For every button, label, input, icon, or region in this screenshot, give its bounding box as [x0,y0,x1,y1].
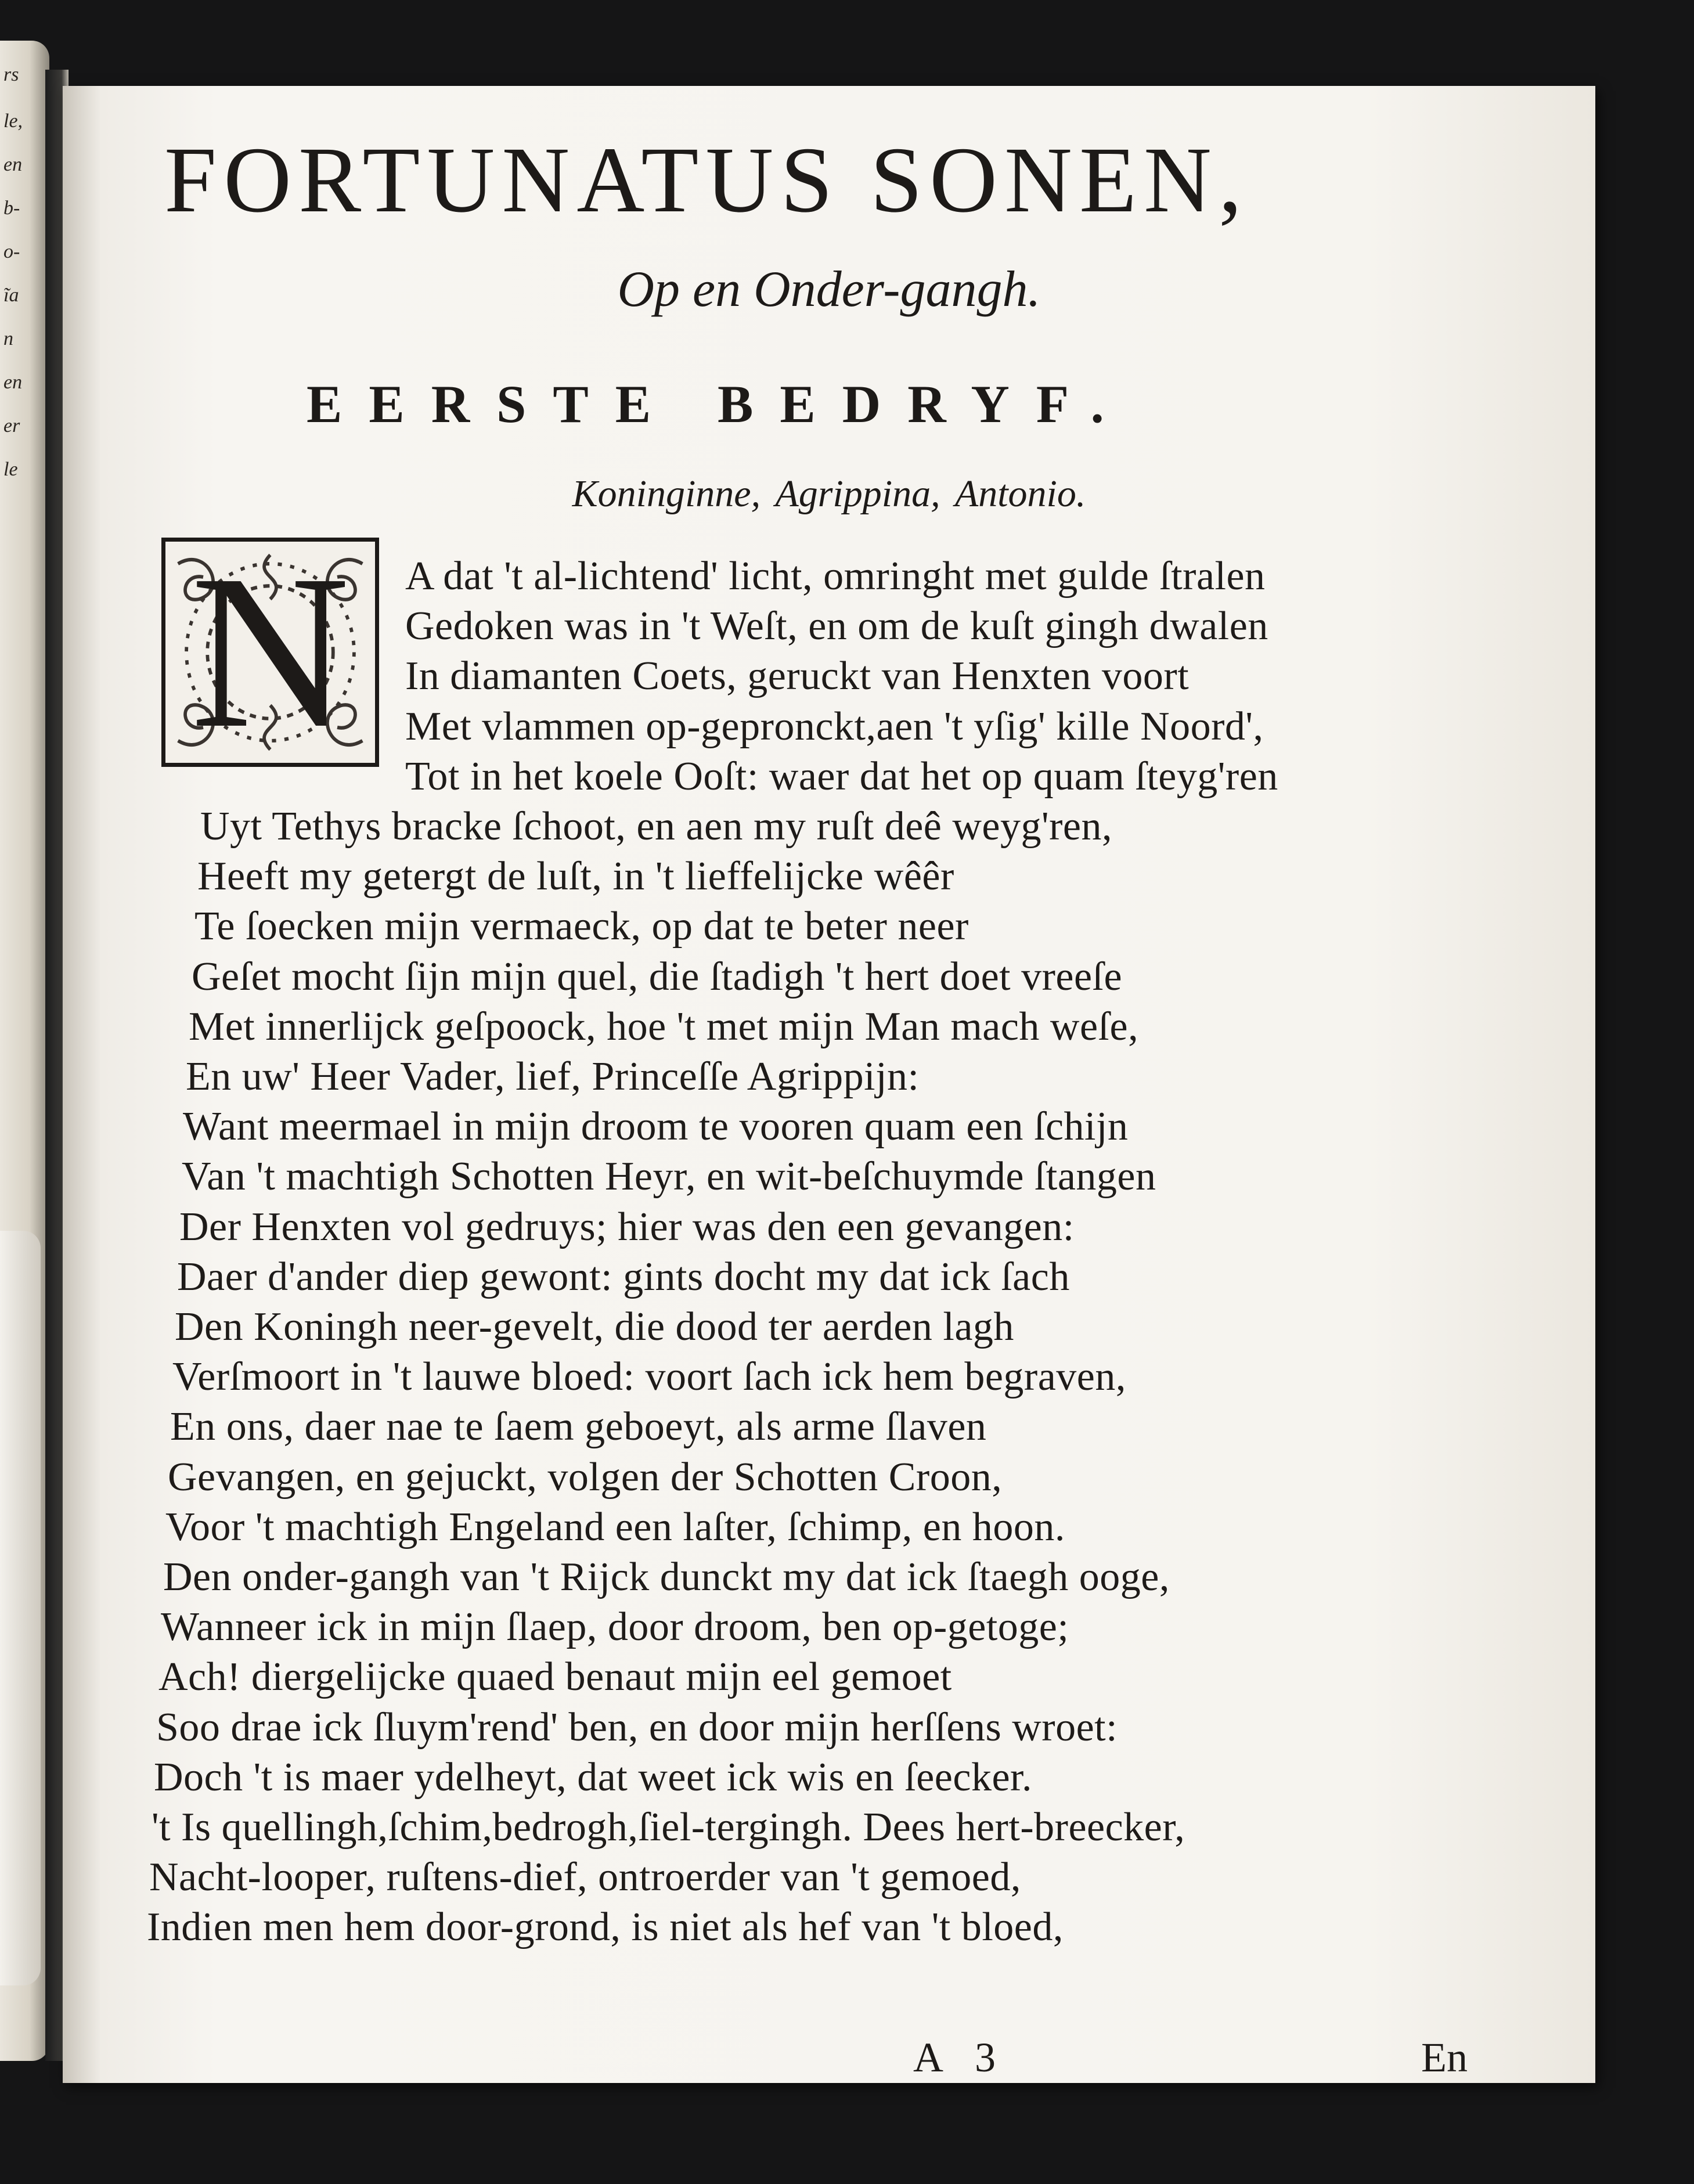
verse-line: En uw' Heer Vader, lief, Princeſſe Agrippijn: [186,1054,920,1099]
verse-line: Der Henxten vol gedruys; hier was den een gevangen: [179,1204,1075,1249]
verse-line: Daer d'ander diep gewont: gints docht my dat ick ſach [177,1254,1070,1299]
verse-line: Wanneer ick in mijn ſlaep, door droom, ben op-getoge; [161,1605,1069,1650]
character-list: Koninginne, Agrippina, Antonio. [572,473,1086,515]
verse-line: Ach! diergelijcke quaed benaut mijn eel gemoet [158,1655,952,1700]
page-title: FORTUNATUS SONEN, [164,128,1249,232]
signature-mark: A 3 [913,2034,1008,2081]
decorated-initial [161,529,379,774]
facing-page-fragment: le [3,459,18,480]
verse-line: Met innerlijck geſpoock, hoe 't met mijn Man mach weſe, [189,1004,1139,1049]
verse-line: Uyt Tethys bracke ſchoot, en aen my ruſt deê weyg'ren, [200,804,1112,849]
initial-letter: N [190,529,350,774]
verse-line: Gedoken was in 't Weſt, en om de kuſt gingh dwalen [405,604,1268,649]
verse-line: Van 't machtigh Schotten Heyr, en wit-beſchuymde ſtangen [182,1154,1156,1199]
facing-page-fragment: en [3,154,23,175]
verse-line: Gevangen, en gejuckt, volgen der Schotten Croon, [168,1454,1003,1500]
verse-line: Den Koningh neer-gevelt, die dood ter aerden lagh [175,1304,1014,1349]
verse-line: Geſet mocht ſijn mijn quel, die ſtadigh 't hert doet vreeſe [192,954,1123,999]
verse-line: Met vlammen op-gepronckt,aen 't yſig' kille Noord', [405,704,1264,749]
verse-line: Soo drae ick ſluym'rend' ben, en door mijn herſſens wroet: [156,1704,1118,1750]
verse-line: En ons, daer nae te ſaem geboeyt, als arme ſlaven [170,1404,987,1450]
verse-line: A dat 't al-lichtend' licht, omringht met gulde ſtralen [405,554,1266,599]
facing-page-fragment: en [3,372,23,393]
catchword: En [1421,2034,1468,2081]
verse-line: Want meermael in mijn droom te vooren quam een ſchijn [183,1104,1129,1149]
facing-page-fragment: le, [3,110,23,132]
book-page [63,86,1595,2083]
facing-page-fragment: o- [3,241,20,262]
verse-line: Den onder-gangh van 't Rijck dunckt my dat ick ſtaegh ooge, [163,1555,1170,1599]
verse-line: Doch 't is maer ydelheyt, dat weet ick wis en ſeecker. [154,1754,1032,1800]
verse-line: Heeft my getergt de luſt, in 't lieffelijcke wêêr [197,854,954,899]
verse-line: Te ſoecken mijn vermaeck, op dat te beter neer [194,904,969,949]
verse-line: 't Is quellingh,ſchim,bedrogh,ſiel-tergingh. Dees hert-breecker, [152,1805,1185,1850]
verse-line: Tot in het koele Ooſt: waer dat het op quam ſteyg'ren [405,754,1278,799]
facing-page-fold [0,1231,41,1985]
facing-page-fragment: b- [3,197,20,219]
facing-page-fragment: ĩa [3,284,19,306]
verse-line: Nacht-looper, ruſtens-dief, ontroerder van 't gemoed, [149,1855,1021,1900]
verse-line: Indien men hem door-grond, is niet als hef van 't bloed, [147,1905,1064,1950]
verse-line: In diamanten Coets, geruckt van Henxten voort [405,654,1190,699]
page-subtitle: Op en Onder-gangh. [617,261,1041,318]
facing-page-fragment: er [3,415,20,437]
act-heading: EERSTE BEDRYF. [307,374,1131,434]
facing-page-fragment: n [3,328,13,349]
verse-line: Voor 't machtigh Engeland een laſter, ſchimp, en hoon. [165,1504,1065,1549]
verse-line: Verſmoort in 't lauwe bloed: voort ſach ick hem begraven, [172,1354,1126,1400]
facing-page-fragment: rs [3,64,19,85]
